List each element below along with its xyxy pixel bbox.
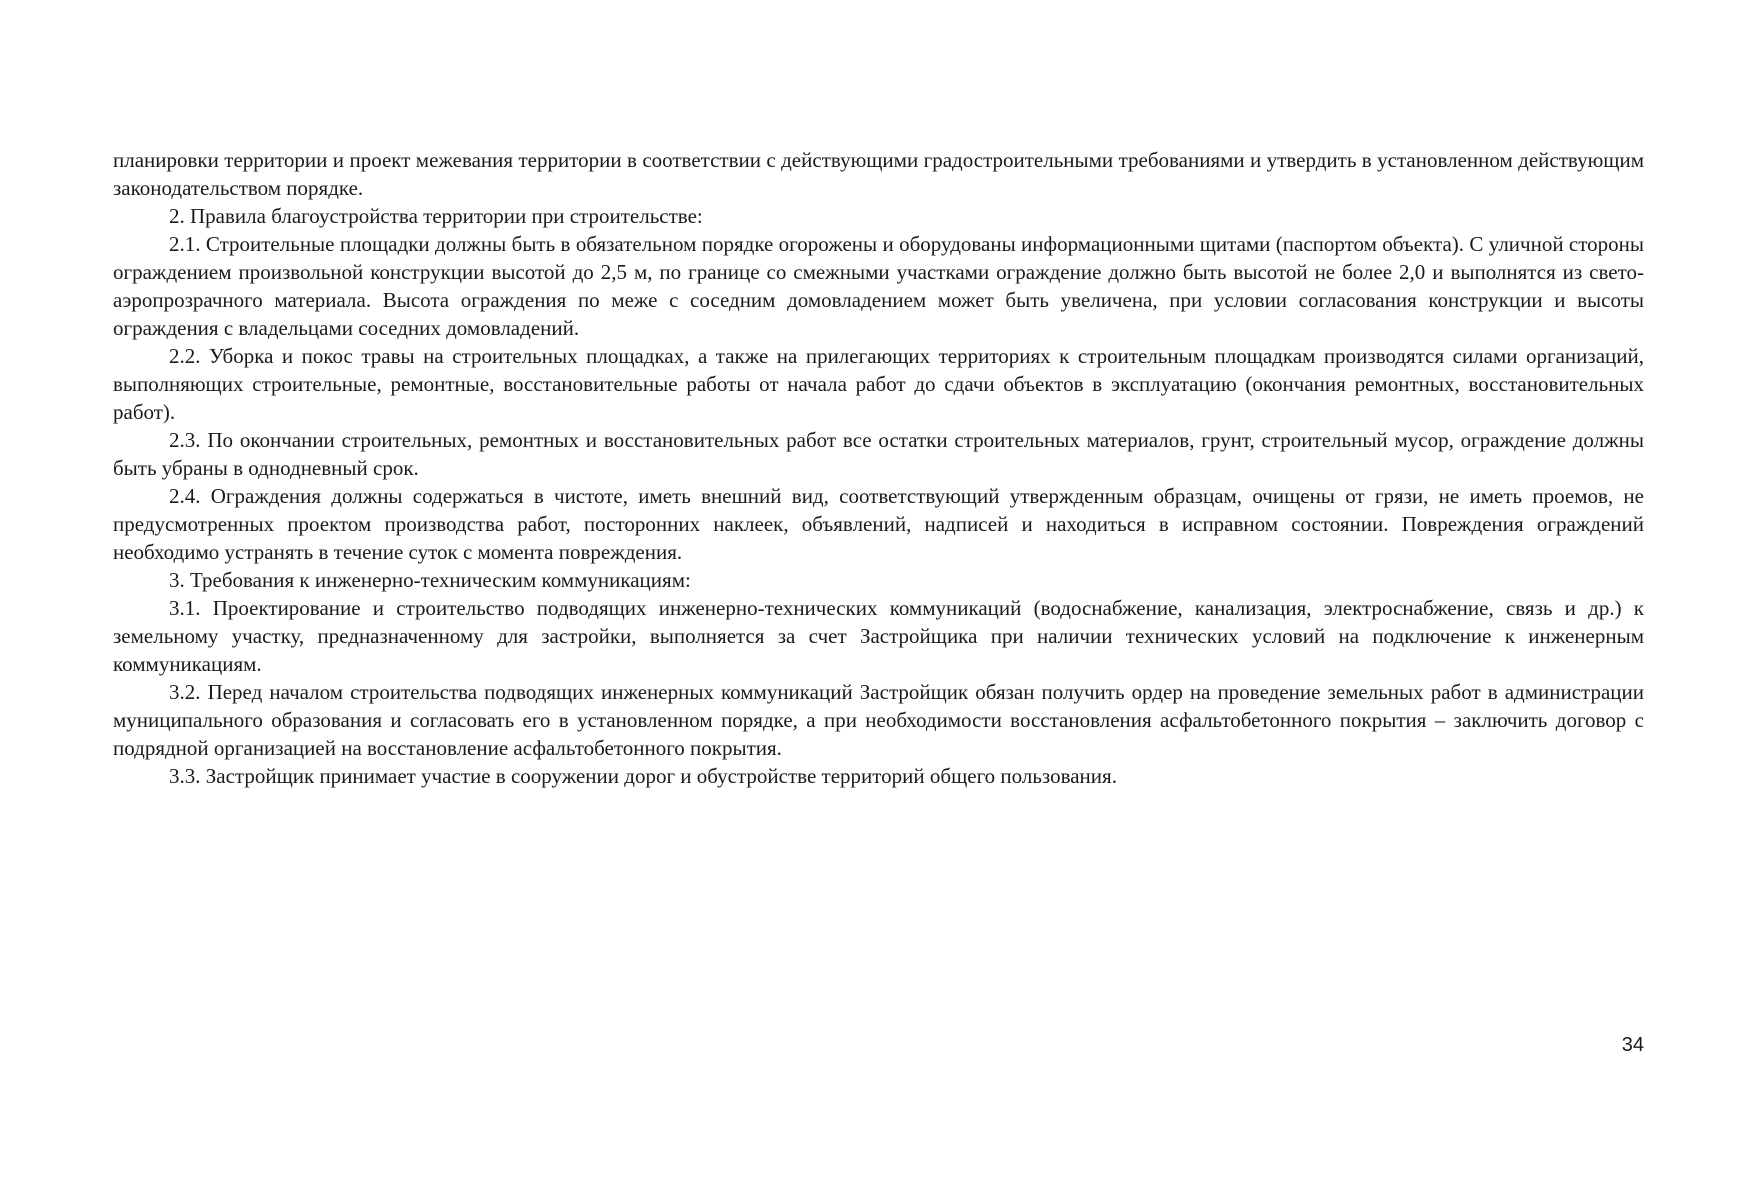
paragraph-3-3: 3.3. Застройщик принимает участие в сооружении дорог и обустройстве территорий общего пользования. <box>169 764 1117 788</box>
paragraph-2-2: 2.2. Уборка и покос травы на строительных площадках, а также на прилегающих территориях к строительным площадкам производятся силами организаций, выполняющих строительные, ремонтные, восстановительные работы от начала работ до сдачи объектов в эксплуатацию (окончания ремонтных, восстановительных работ). <box>113 344 1644 424</box>
paragraph-3-1: 3.1. Проектирование и строительство подводящих инженерно-технических коммуникаций (водоснабжение, канализация, электроснабжение, связь и др.) к земельному участку, предназначенному для застройки, выполняется за счет Застройщика при наличии технических условий на подключение к инженерным коммуникациям. <box>113 596 1644 676</box>
section-heading-3: 3. Требования к инженерно-техническим коммуникациям: <box>169 568 691 592</box>
paragraph-2-1: 2.1. Строительные площадки должны быть в обязательном порядке огорожены и оборудованы информационными щитами (паспортом объекта). С уличной стороны ограждением произвольной конструкции высотой до 2,5 м, по границе со смежными участками ограждение должно быть высотой не более 2,0 и выполнятся из свето-аэропрозрачного материала. Высота ограждения по меже с соседним домовладением может быть увеличена, при условии согласования конструкции и высоты ограждения с владельцами соседних домовладений. <box>113 232 1644 340</box>
paragraph-continuation: планировки территории и проект межевания территории в соответствии с действующими градостроительными требованиями и утвердить в установленном действующим законодательством порядке. <box>113 148 1644 200</box>
page-number: 34 <box>1621 1034 1644 1056</box>
paragraph-3-2: 3.2. Перед началом строительства подводящих инженерных коммуникаций Застройщик обязан получить ордер на проведение земельных работ в администрации муниципального образования и согласовать его в установленном порядке, а при необходимости восстановления асфальтобетонного покрытия – заключить договор с подрядной организацией на восстановление асфальтобетонного покрытия. <box>113 680 1644 760</box>
document-body <box>113 146 1644 790</box>
paragraph-2-4: 2.4. Ограждения должны содержаться в чистоте, иметь внешний вид, соответствующий утвержденным образцам, очищены от грязи, не иметь проемов, не предусмотренных проектом производства работ, посторонних наклеек, объявлений, надписей и находиться в исправном состоянии. Повреждения ограждений необходимо устранять в течение суток с момента повреждения. <box>113 484 1644 564</box>
section-heading-2: 2. Правила благоустройства территории при строительстве: <box>169 204 703 228</box>
paragraph-2-3: 2.3. По окончании строительных, ремонтных и восстановительных работ все остатки строительных материалов, грунт, строительный мусор, ограждение должны быть убраны в однодневный срок. <box>113 428 1644 480</box>
